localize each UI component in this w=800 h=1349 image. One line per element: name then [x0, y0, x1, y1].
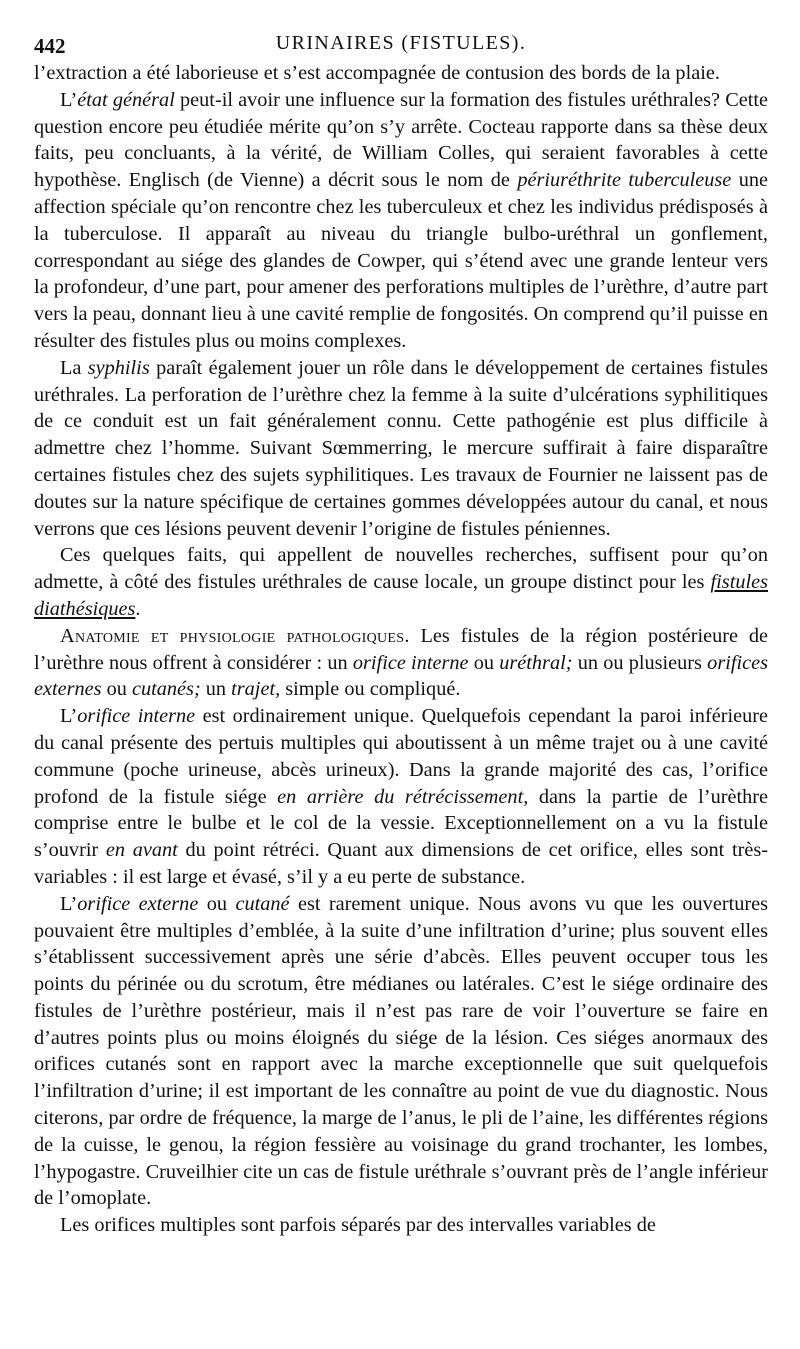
- paragraph-anatomie: Anatomie et physiologie pathologiques. Les fistules de la région postérieure de l’urèthre nous offrent à considérer : un orifice interne ou uréthral; un ou plusieurs orifices externes ou cutanés; un trajet, simple ou compliqué.: [34, 624, 769, 701]
- italic-term: orifice interne: [77, 705, 196, 728]
- italic-term: périuréthrite tuberculeuse: [517, 169, 732, 192]
- italic-term: orifice interne: [352, 651, 469, 674]
- paragraph-orifice-interne: L’orifice interne est ordinairement unique. Quelquefois cependant la paroi inférieure du canal présente des pertuis multiples qui aboutissent à un même trajet ou à une cavité commune (poche urineuse, abcès urineux). Dans la grande majorité des cas, l’orifice profond de la fistule siége en arrière du rétrécissement, dans la partie de l’urèthre comprise entre le bulbe et le col de la vessie. Exceptionnellement on a vu la fistule s’ouvrir en avant du point rétréci. Quant aux dimensions de cet orifice, elles sont très-variables : il est large et évasé, s’il y a eu perte de substance.: [34, 705, 768, 888]
- italic-term: syphilis: [87, 356, 150, 379]
- paragraph-continuation: l’extraction a été laborieuse et s’est accompagnée de contusion des bords de la plaie.: [34, 62, 720, 84]
- body-text: [34, 60, 768, 1239]
- running-head: URINAIRES (FISTULES).: [275, 32, 527, 54]
- italic-term: en arrière du rétrécissement,: [277, 785, 529, 808]
- paragraph-syphilis: La syphilis paraît également jouer un rôle dans le développement de certaines fistules uréthrales. La perforation de l’urèthre chez la femme à la suite d’ulcérations syphilitiques de ce conduit est un fait généralement connu. Cette pathogénie est plus difficile à admettre chez l’homme. Suivant Sœmmerring, le mercure suffirait à faire disparaître certaines fistules chez des sujets syphilitiques. Les travaux de Fournier ne laissent pas de doutes sur la nature spécifique de certaines gommes développées autour du canal, et nous verrons que ces lésions peuvent devenir l’origine de fistules péniennes.: [34, 356, 768, 540]
- paragraph-orifice-externe: L’orifice externe ou cutané est rarement unique. Nous avons vu que les ouvertures pouvaient être multiples d’emblée, à la suite d’une infiltration d’urine; plus souvent elles s’établissent successivement après une série d’abcès. Elles peuvent occuper tous les points du périnée ou du scrotum, être médianes ou latérales. C’est le siége ordinaire des fistules de l’urèthre postérieur, mais il n’est pas rare de voir l’ouverture se faire en d’autres points plus ou moins éloignés du siége de la lésion. Ces siéges anormaux des orifices cutanés sont en rapport avec la marche exceptionnelle que suit quelquefois l’infiltration d’urine; il est important de les connaître au point de vue du diagnostic. Nous citerons, par ordre de fréquence, la marge de l’anus, le pli de l’aine, les différentes régions de la cuisse, le genou, la région fessière au voisinage du grand trochanter, les lombes, l’hypogastre. Cruveilhier cite un cas de fistule uréthrale s’ouvrant près de l’angle inférieur de l’omoplate.: [34, 892, 769, 1210]
- paragraph-etat-general: L’état général peut-il avoir une influence sur la formation des fistules uréthrales? Cette question encore peu étudiée mérite qu’on s’y arrête. Cocteau rapporte dans sa thèse deux faits, peu concluants, à la vérité, de William Colles, qui seraient favorables à cette hypothèse. Englisch (de Vienne) a décrit sous le nom de périuréthrite tuberculeuse une affection spéciale qu’on rencontre chez les tuberculeux et chez les individus prédisposés à la tuberculose. Il apparaît au niveau du triangle bulbo-uréthral un gonflement, correspondant au siége des glandes de Cowper, qui s’étend avec une grande lenteur vers la profondeur, d’une part, pour amener des perforations multiples de l’urèthre, d’autre part vers la peau, donnant lieu à une cavité remplie de fongosités. On comprend qu’il puisse en résulter des fistules plus ou moins complexes.: [34, 88, 769, 352]
- italic-term: orifice externe: [77, 892, 199, 915]
- italic-term: cutané: [235, 892, 290, 915]
- section-heading: Anatomie et physiologie pathologiques.: [60, 624, 410, 647]
- page-number: 442: [34, 34, 66, 58]
- italic-term: fistules diathésiques: [34, 571, 768, 620]
- italic-term: uréthral;: [499, 651, 573, 674]
- italic-term: orifices externes: [34, 651, 769, 701]
- paragraph-diathesiques: Ces quelques faits, qui appellent de nouvelles recherches, suffisent pour qu’on admette, à côté des fistules uréthrales de cause locale, un groupe distinct pour les fistules diathésiques.: [34, 544, 768, 620]
- italic-term: en avant: [105, 839, 178, 862]
- book-page: [34, 22, 768, 1239]
- page-header: [34, 22, 768, 56]
- italic-term: état général: [77, 88, 175, 111]
- paragraph-orifices-multiples: Les orifices multiples sont parfois séparés par des intervalles variables de: [60, 1214, 656, 1237]
- italic-term: cutanés;: [132, 678, 201, 701]
- italic-term: trajet,: [231, 678, 281, 701]
